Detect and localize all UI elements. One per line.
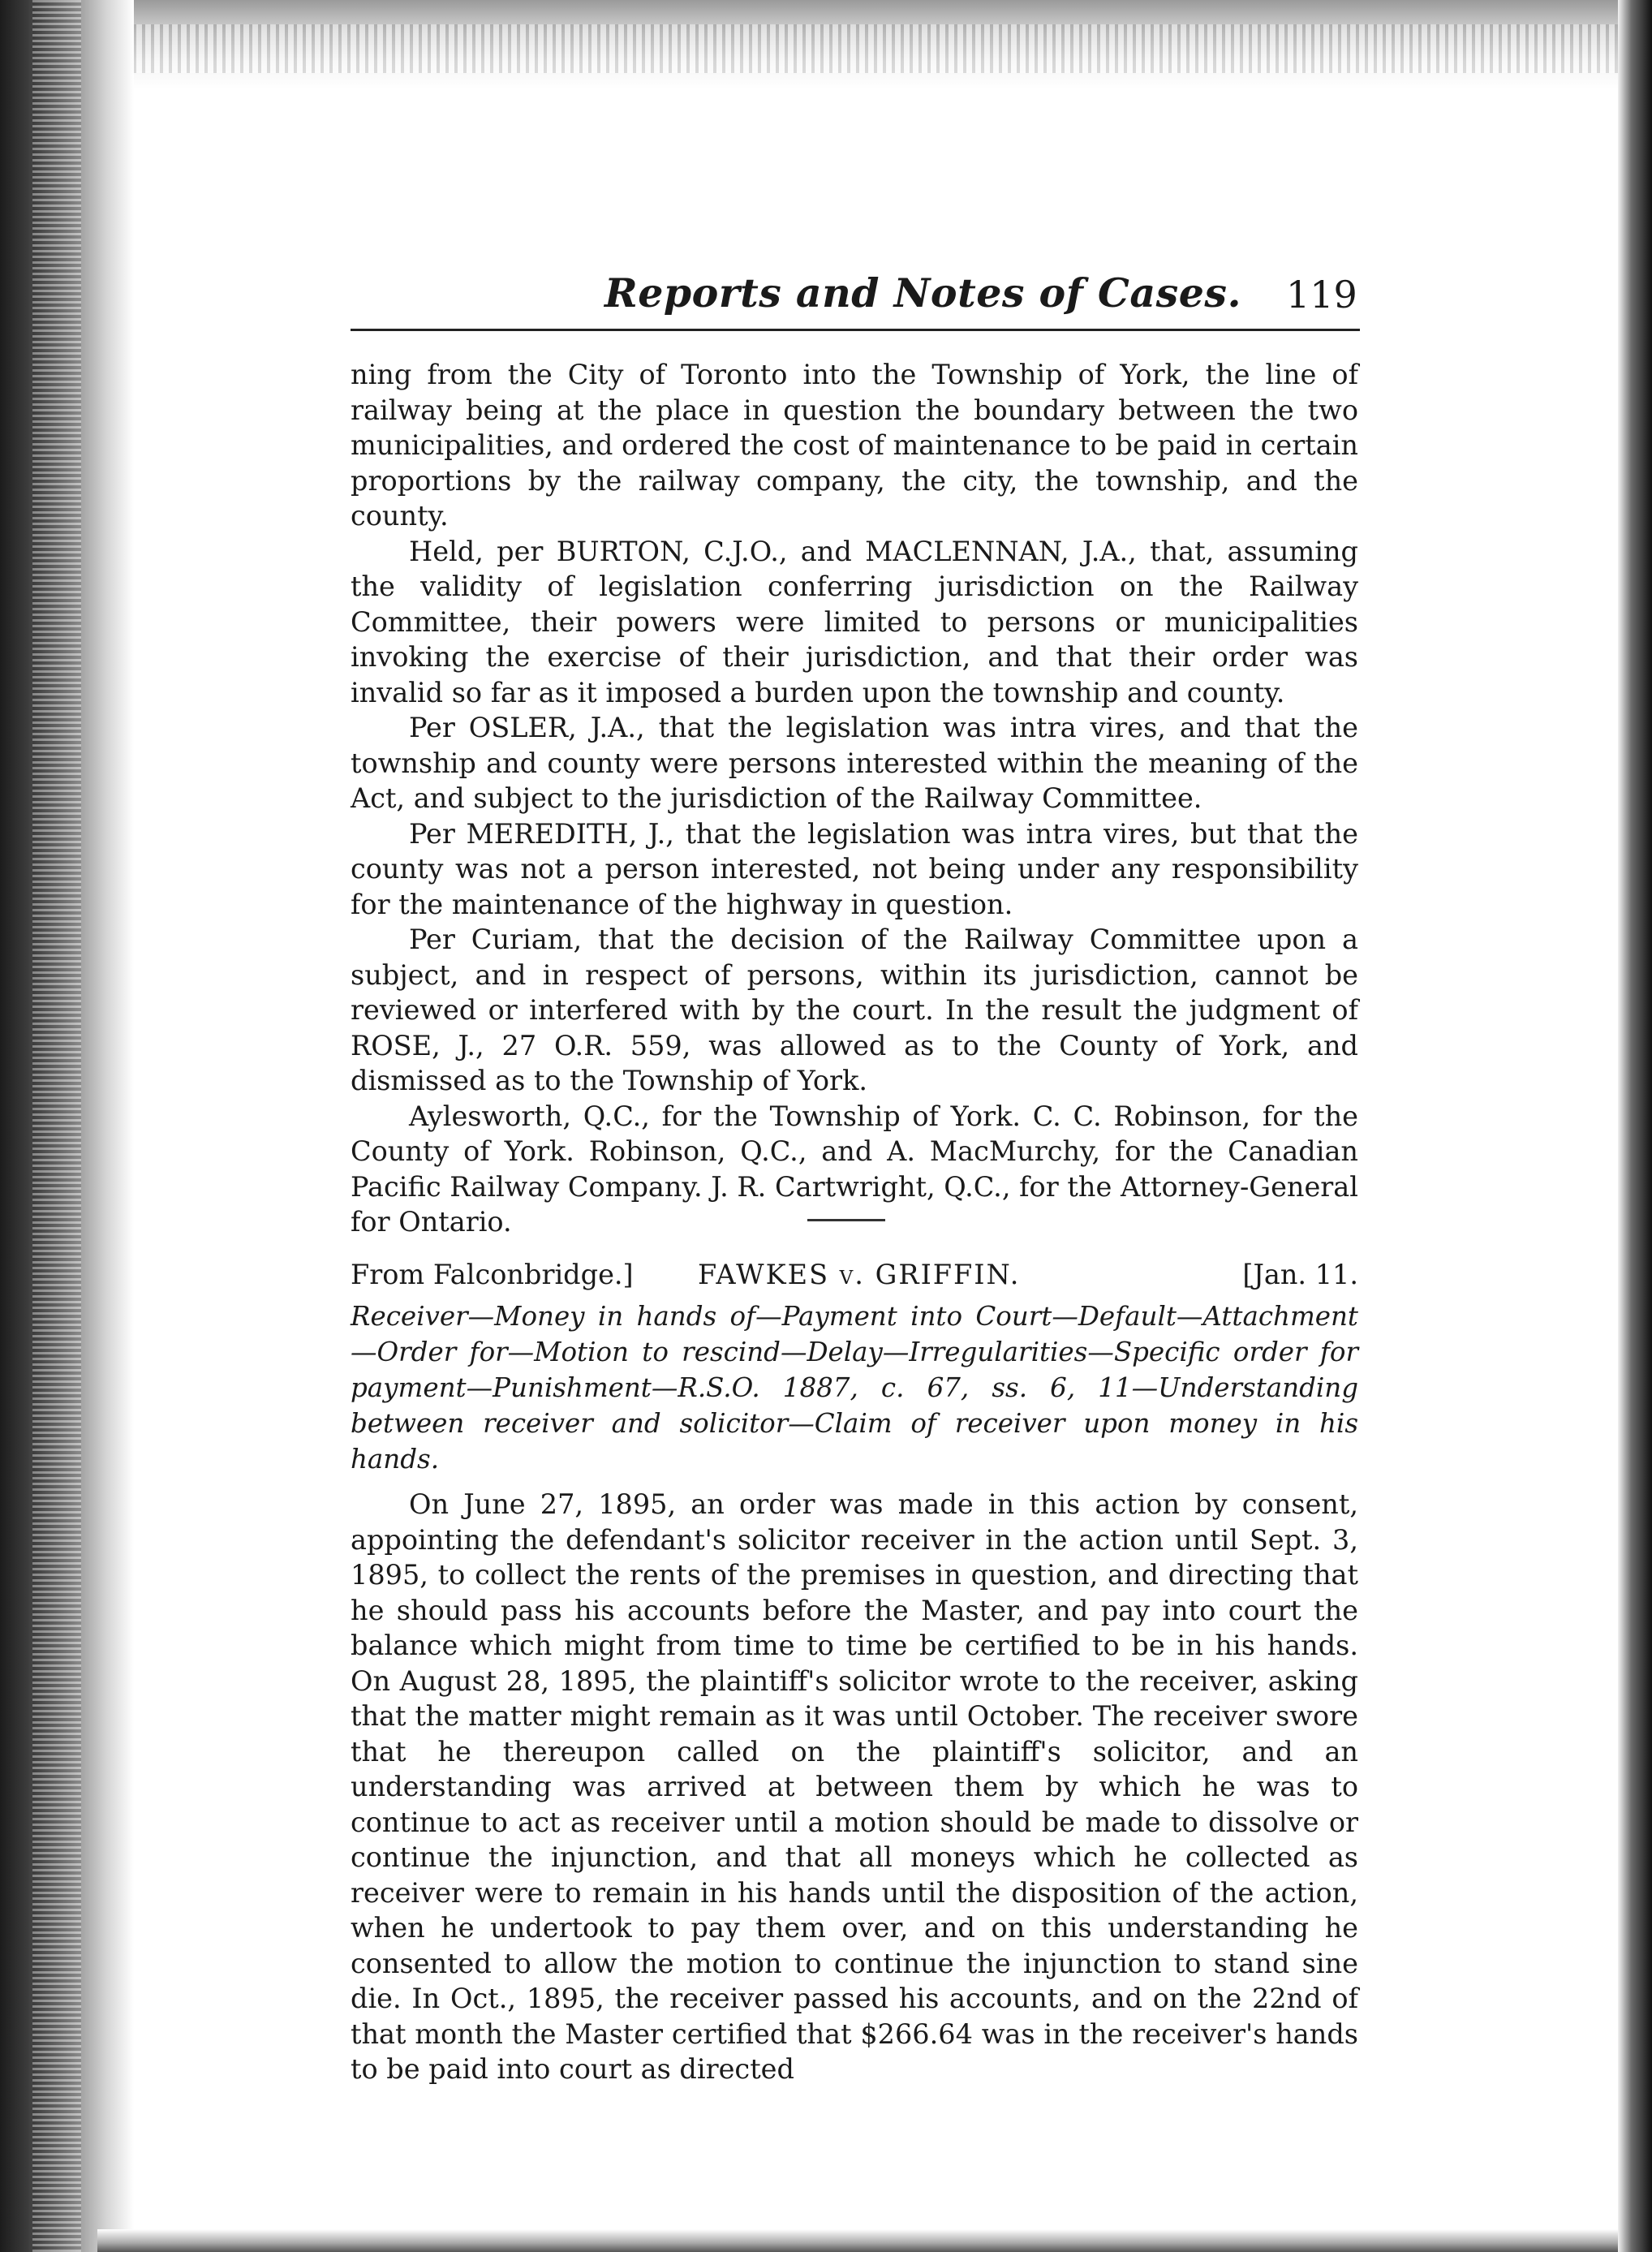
scan-top-edge (97, 0, 1618, 89)
case-court: From Falconbridge.] (351, 1259, 634, 1290)
case-heading (351, 1256, 1358, 1294)
headnote (351, 1298, 1358, 1477)
scan-binding-edge (0, 0, 134, 2252)
paragraph: On June 27, 1895, an order was made in this action by consent, appointing the defendant's solicitor receiver in the action until Sept. 3, 1895, to collect the rents of the premises in question, and directing that he should pass his accounts before the Master, and pay into court the balance which might from time to time be certified to be in his hands. On August 28, 1895, the plaintiff's solicitor wrote to the receiver, asking that the matter might remain as it was until October. The receiver swore that he thereupon called on the plaintiff's solicitor, and an understanding was arrived at between them by which he was to continue to act as receiver until a motion should be made to dissolve or continue the injunction, and that all moneys which he collected as receiver were to remain in his hands until the disposition of the action, when he undertook to pay them over, and on this understanding he consented to allow the motion to continue the injunction to stand sine die. In Oct., 1895, the receiver passed his accounts, and on the 22nd of that month the Master certified that $266.64 was in the receiver's hands to be paid into court as directed (351, 1488, 1358, 2085)
section-separator (807, 1219, 885, 1221)
running-head: Reports and Notes of Cases. (604, 269, 1242, 316)
case-report-continuation (351, 357, 1358, 1240)
paragraph: Held, per BURTON, C.J.O., and MACLENNAN, J.A., that, assuming the validity of legislation conferring jurisdiction on the Railway Committee, their powers were limited to persons or municipalities invoking the exercise of their jurisdiction, and that their order was invalid so far as it imposed a burden upon the township and county. (351, 535, 1358, 708)
header-rule (351, 329, 1360, 331)
case-date: [Jan. 11. (1242, 1259, 1358, 1290)
paragraph: Per OSLER, J.A., that the legislation was intra vires, and that the township and county were persons interested within the meaning of the Act, and subject to the jurisdiction of the Railway Committee. (351, 712, 1358, 814)
counsel-paragraph: Aylesworth, Q.C., for the Township of York. C. C. Robinson, for the County of York. Robinson, Q.C., and A. MacMurchy, for the Canadian Pacific Railway Company. J. R. Cartwright, Q.C., for the Attorney-General for Ontario. (351, 1100, 1358, 1238)
case-report-body (351, 1487, 1358, 2087)
paragraph: ning from the City of Toronto into the Township of York, the line of railway being at the place in question the boundary between the two municipalities, and ordered the cost of maintenance to be paid in certain proportions by the railway company, the city, the township, and the county. (351, 359, 1358, 532)
scan-bottom-edge (97, 2229, 1618, 2252)
case-name: FAWKES v. GRIFFIN. (698, 1259, 1021, 1290)
paragraph: Per MEREDITH, J., that the legislation was intra vires, but that the county was not a person interested, not being under any responsibility for the maintenance of the highway in question. (351, 817, 1358, 920)
page-number: 119 (1286, 273, 1357, 316)
paragraph: Per Curiam, that the decision of the Railway Committee upon a subject, and in respect of persons, within its jurisdiction, cannot be reviewed or interfered with by the court. In the result the judgment of ROSE, J., 27 O.R. 559, was allowed as to the County of York, and dismissed as to the Township of York. (351, 924, 1358, 1096)
scan-right-edge (1618, 0, 1652, 2252)
headnote-text: Receiver—Money in hands of—Payment into Court—Default—Attachment—Order for—Motion to rescind—Delay—Irregularities—Specific order for payment—Punishment—R.S.O. 1887, c. 67, ss. 6, 11—Understanding between receiver and solicitor—Claim of receiver upon money in his hands. (351, 1301, 1358, 1475)
